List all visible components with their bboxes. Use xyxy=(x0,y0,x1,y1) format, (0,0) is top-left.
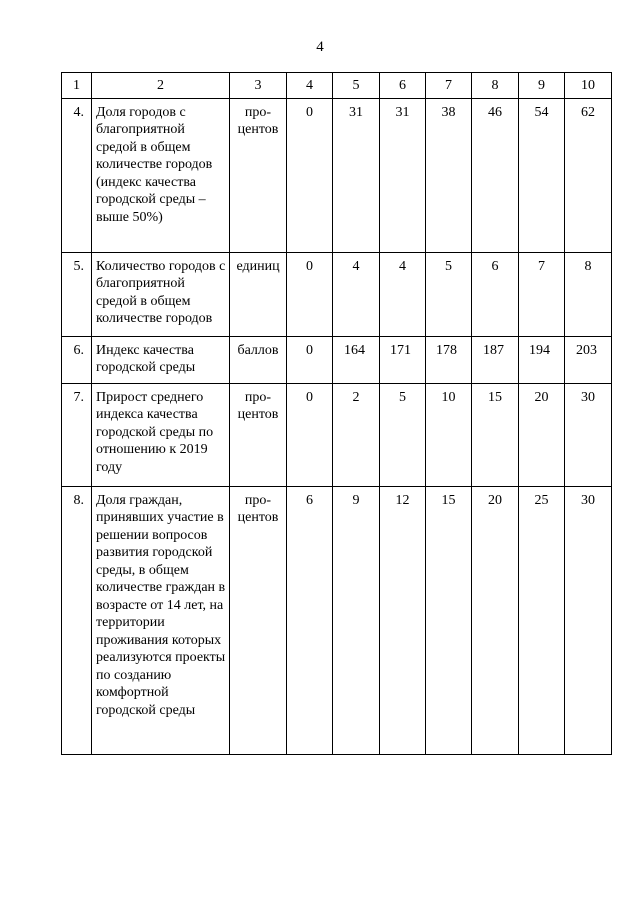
indicator-name: Количество городов с благоприятной средой в общем количестве городов xyxy=(92,252,230,336)
value-cell: 9 xyxy=(333,486,380,754)
indicator-name: Индекс качества городской среды xyxy=(92,336,230,383)
row-number: 4. xyxy=(62,98,92,252)
unit-cell: единиц xyxy=(230,252,287,336)
value-cell: 8 xyxy=(565,252,612,336)
page-number: 4 xyxy=(316,39,324,55)
indicator-name: Доля граждан, принявших участие в решении вопросов развития городской среды, в общем количестве граждан в возрасте от 14 лет, на территории проживания которых реализуются проекты по созданию комфортной городской среды xyxy=(92,486,230,754)
table-row xyxy=(62,98,612,252)
value-cell: 25 xyxy=(519,486,565,754)
table-row xyxy=(62,252,612,336)
unit-cell: про-центов xyxy=(230,98,287,252)
row-number: 8. xyxy=(62,486,92,754)
header-cell: 3 xyxy=(230,73,287,99)
header-cell: 2 xyxy=(92,73,230,99)
value-cell: 2 xyxy=(333,383,380,486)
value-cell: 20 xyxy=(472,486,519,754)
header-cell: 9 xyxy=(519,73,565,99)
value-cell: 31 xyxy=(380,98,426,252)
value-cell: 30 xyxy=(565,383,612,486)
header-cell: 10 xyxy=(565,73,612,99)
row-number: 5. xyxy=(62,252,92,336)
indicators-table xyxy=(61,72,612,755)
table-row xyxy=(62,486,612,754)
indicator-name: Доля городов с благоприятной средой в общем количестве городов (индекс качества городской среды – выше 50%) xyxy=(92,98,230,252)
value-cell: 4 xyxy=(333,252,380,336)
header-cell: 5 xyxy=(333,73,380,99)
value-cell: 62 xyxy=(565,98,612,252)
value-cell: 0 xyxy=(287,336,333,383)
header-row xyxy=(62,73,612,99)
header-cell: 7 xyxy=(426,73,472,99)
value-cell: 15 xyxy=(472,383,519,486)
table-row xyxy=(62,383,612,486)
indicator-name: Прирост среднего индекса качества городской среды по отношению к 2019 году xyxy=(92,383,230,486)
value-cell: 187 xyxy=(472,336,519,383)
value-cell: 38 xyxy=(426,98,472,252)
row-number: 6. xyxy=(62,336,92,383)
value-cell: 6 xyxy=(287,486,333,754)
header-cell: 4 xyxy=(287,73,333,99)
header-cell: 1 xyxy=(62,73,92,99)
value-cell: 4 xyxy=(380,252,426,336)
value-cell: 0 xyxy=(287,252,333,336)
value-cell: 7 xyxy=(519,252,565,336)
table-row xyxy=(62,336,612,383)
value-cell: 46 xyxy=(472,98,519,252)
value-cell: 194 xyxy=(519,336,565,383)
value-cell: 0 xyxy=(287,98,333,252)
value-cell: 178 xyxy=(426,336,472,383)
header-cell: 8 xyxy=(472,73,519,99)
value-cell: 0 xyxy=(287,383,333,486)
value-cell: 15 xyxy=(426,486,472,754)
unit-cell: про-центов xyxy=(230,486,287,754)
value-cell: 5 xyxy=(426,252,472,336)
value-cell: 164 xyxy=(333,336,380,383)
row-number: 7. xyxy=(62,383,92,486)
value-cell: 5 xyxy=(380,383,426,486)
value-cell: 203 xyxy=(565,336,612,383)
value-cell: 171 xyxy=(380,336,426,383)
value-cell: 30 xyxy=(565,486,612,754)
value-cell: 10 xyxy=(426,383,472,486)
value-cell: 6 xyxy=(472,252,519,336)
value-cell: 20 xyxy=(519,383,565,486)
unit-cell: про-центов xyxy=(230,383,287,486)
value-cell: 31 xyxy=(333,98,380,252)
unit-cell: баллов xyxy=(230,336,287,383)
value-cell: 54 xyxy=(519,98,565,252)
header-cell: 6 xyxy=(380,73,426,99)
value-cell: 12 xyxy=(380,486,426,754)
